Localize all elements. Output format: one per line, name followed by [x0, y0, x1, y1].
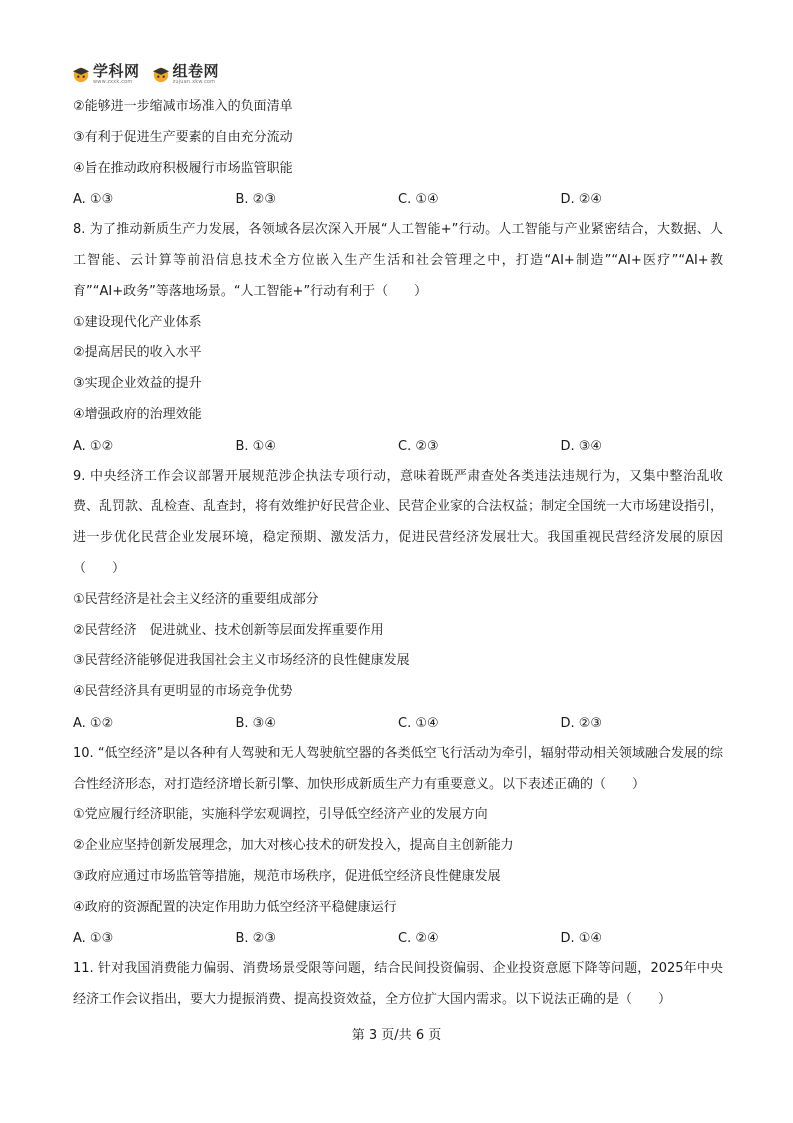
q8-option-d[interactable]: D. ③④ [560, 438, 603, 454]
q9-option-c[interactable]: C. ①④ [398, 715, 439, 731]
q10-option-b[interactable]: B. ②③ [235, 931, 276, 947]
q9-item-1: ①民营经济是社会主义经济的重要组成部分 [73, 591, 319, 607]
q7-option-b[interactable]: B. ②③ [235, 192, 276, 208]
question-content [73, 92, 723, 1016]
q7-option-c[interactable]: C. ①④ [398, 192, 439, 208]
q9-item-2: ②民营经济 促进就业、技术创新等层面发挥重要作用 [73, 622, 384, 638]
question-11 [73, 954, 723, 1016]
q7-item-4: ④旨在推动政府积极履行市场监管职能 [73, 160, 293, 176]
q11-stem: 11. 针对我国消费能力偏弱、消费场景受限等问题，结合民间投资偏弱、企业投资意愿下降等问题，2025年中央经济工作会议指出，要大力提振消费、提高投资效益，全方位扩大国内需求。以下说法正确的是（ ） [73, 961, 723, 1008]
q7-item-2: ②能够进一步缩减市场准入的负面清单 [73, 99, 293, 114]
q8-item-3: ③实现企业效益的提升 [73, 376, 202, 392]
question-9 [73, 462, 723, 739]
q8-option-c[interactable]: C. ②③ [398, 438, 439, 454]
q9-option-b[interactable]: B. ③④ [235, 715, 276, 731]
q10-stem: 10. “低空经济”是以各种有人驾驶和无人驾驶航空器的各类低空飞行活动为牵引，辐射带动相关领域融合发展的综合性经济形态，对打造经济增长新引擎、加快形成新质生产力有重要意义。以下表述正确的（ ） [73, 745, 723, 792]
logo2-url: zujuan.xkw.com [172, 78, 216, 85]
q10-item-4: ④政府的资源配置的决定作用助力低空经济平稳健康运行 [73, 899, 397, 915]
q8-options [73, 431, 723, 462]
logo1-name: 学科网 [93, 61, 140, 80]
q8-stem: 8. 为了推动新质生产力发展，各领域各层次深入开展“人工智能+”行动。人工智能与产业紧密结合，大数据、人工智能、云计算等前沿信息技术全方位嵌入生产生活和社会管理之中，打造“AI+制造”“AI+医疗”“AI+教育”“AI+政务”等落地场景。“人工智能+”行动有利于（ ） [73, 222, 723, 299]
q7-option-a[interactable]: A. ①③ [73, 192, 114, 208]
logo-xuekewang [72, 61, 140, 85]
logo1-url: www.zxxk.com [93, 78, 133, 85]
question-10 [73, 739, 723, 955]
q8-option-b[interactable]: B. ①④ [235, 438, 276, 454]
graduation-cap-icon [152, 65, 170, 83]
q8-item-4: ④增强政府的治理效能 [73, 406, 202, 422]
q9-item-4: ④民营经济具有更明显的市场竞争优势 [73, 684, 293, 700]
header-logos [72, 59, 219, 89]
q7-option-d[interactable]: D. ②④ [560, 192, 603, 208]
q9-stem: 9. 中央经济工作会议部署开展规范涉企执法专项行动，意味着既严肃查处各类违法违规行为，又集中整治乱收费、乱罚款、乱检查、乱查封，将有效维护好民营企业、民营企业家的合法权益；制定全国统一大市场建设指引，进一步优化民营企业发展环境，稳定预期、激发活力，促进民营经济发展壮大。我国重视民营经济发展的原因（ ） [73, 468, 724, 576]
q9-item-3: ③民营经济能够促进我国社会主义市场经济的良性健康发展 [73, 653, 410, 669]
graduation-cap-icon [72, 65, 90, 83]
logo2-name: 组卷网 [172, 61, 220, 80]
question-8 [73, 215, 723, 461]
q10-options [73, 924, 723, 955]
q10-item-2: ②企业应坚持创新发展理念，加大对核心技术的研发投入，提高自主创新能力 [73, 838, 514, 854]
page-number: 第 3 页/共 6 页 [351, 1028, 442, 1043]
q8-item-1: ①建设现代化产业体系 [73, 314, 202, 330]
q8-option-a[interactable]: A. ①② [73, 438, 114, 454]
logo-zujuanwang [152, 61, 220, 85]
q8-item-2: ②提高居民的收入水平 [73, 345, 202, 361]
q10-option-a[interactable]: A. ①③ [73, 931, 114, 947]
q10-item-1: ①党应履行经济职能，实施科学宏观调控，引导低空经济产业的发展方向 [73, 807, 488, 823]
q9-options [73, 708, 723, 739]
q9-option-a[interactable]: A. ①② [73, 715, 114, 731]
q10-option-d[interactable]: D. ①④ [560, 931, 603, 947]
q9-option-d[interactable]: D. ②③ [560, 715, 603, 731]
q7-item-3: ③有利于促进生产要素的自由充分流动 [73, 129, 293, 145]
q10-item-3: ③政府应通过市场监管等措施，规范市场秩序，促进低空经济良性健康发展 [73, 868, 501, 884]
q7-options [73, 184, 723, 215]
q10-option-c[interactable]: C. ②④ [398, 931, 439, 947]
question-7 [73, 92, 723, 215]
